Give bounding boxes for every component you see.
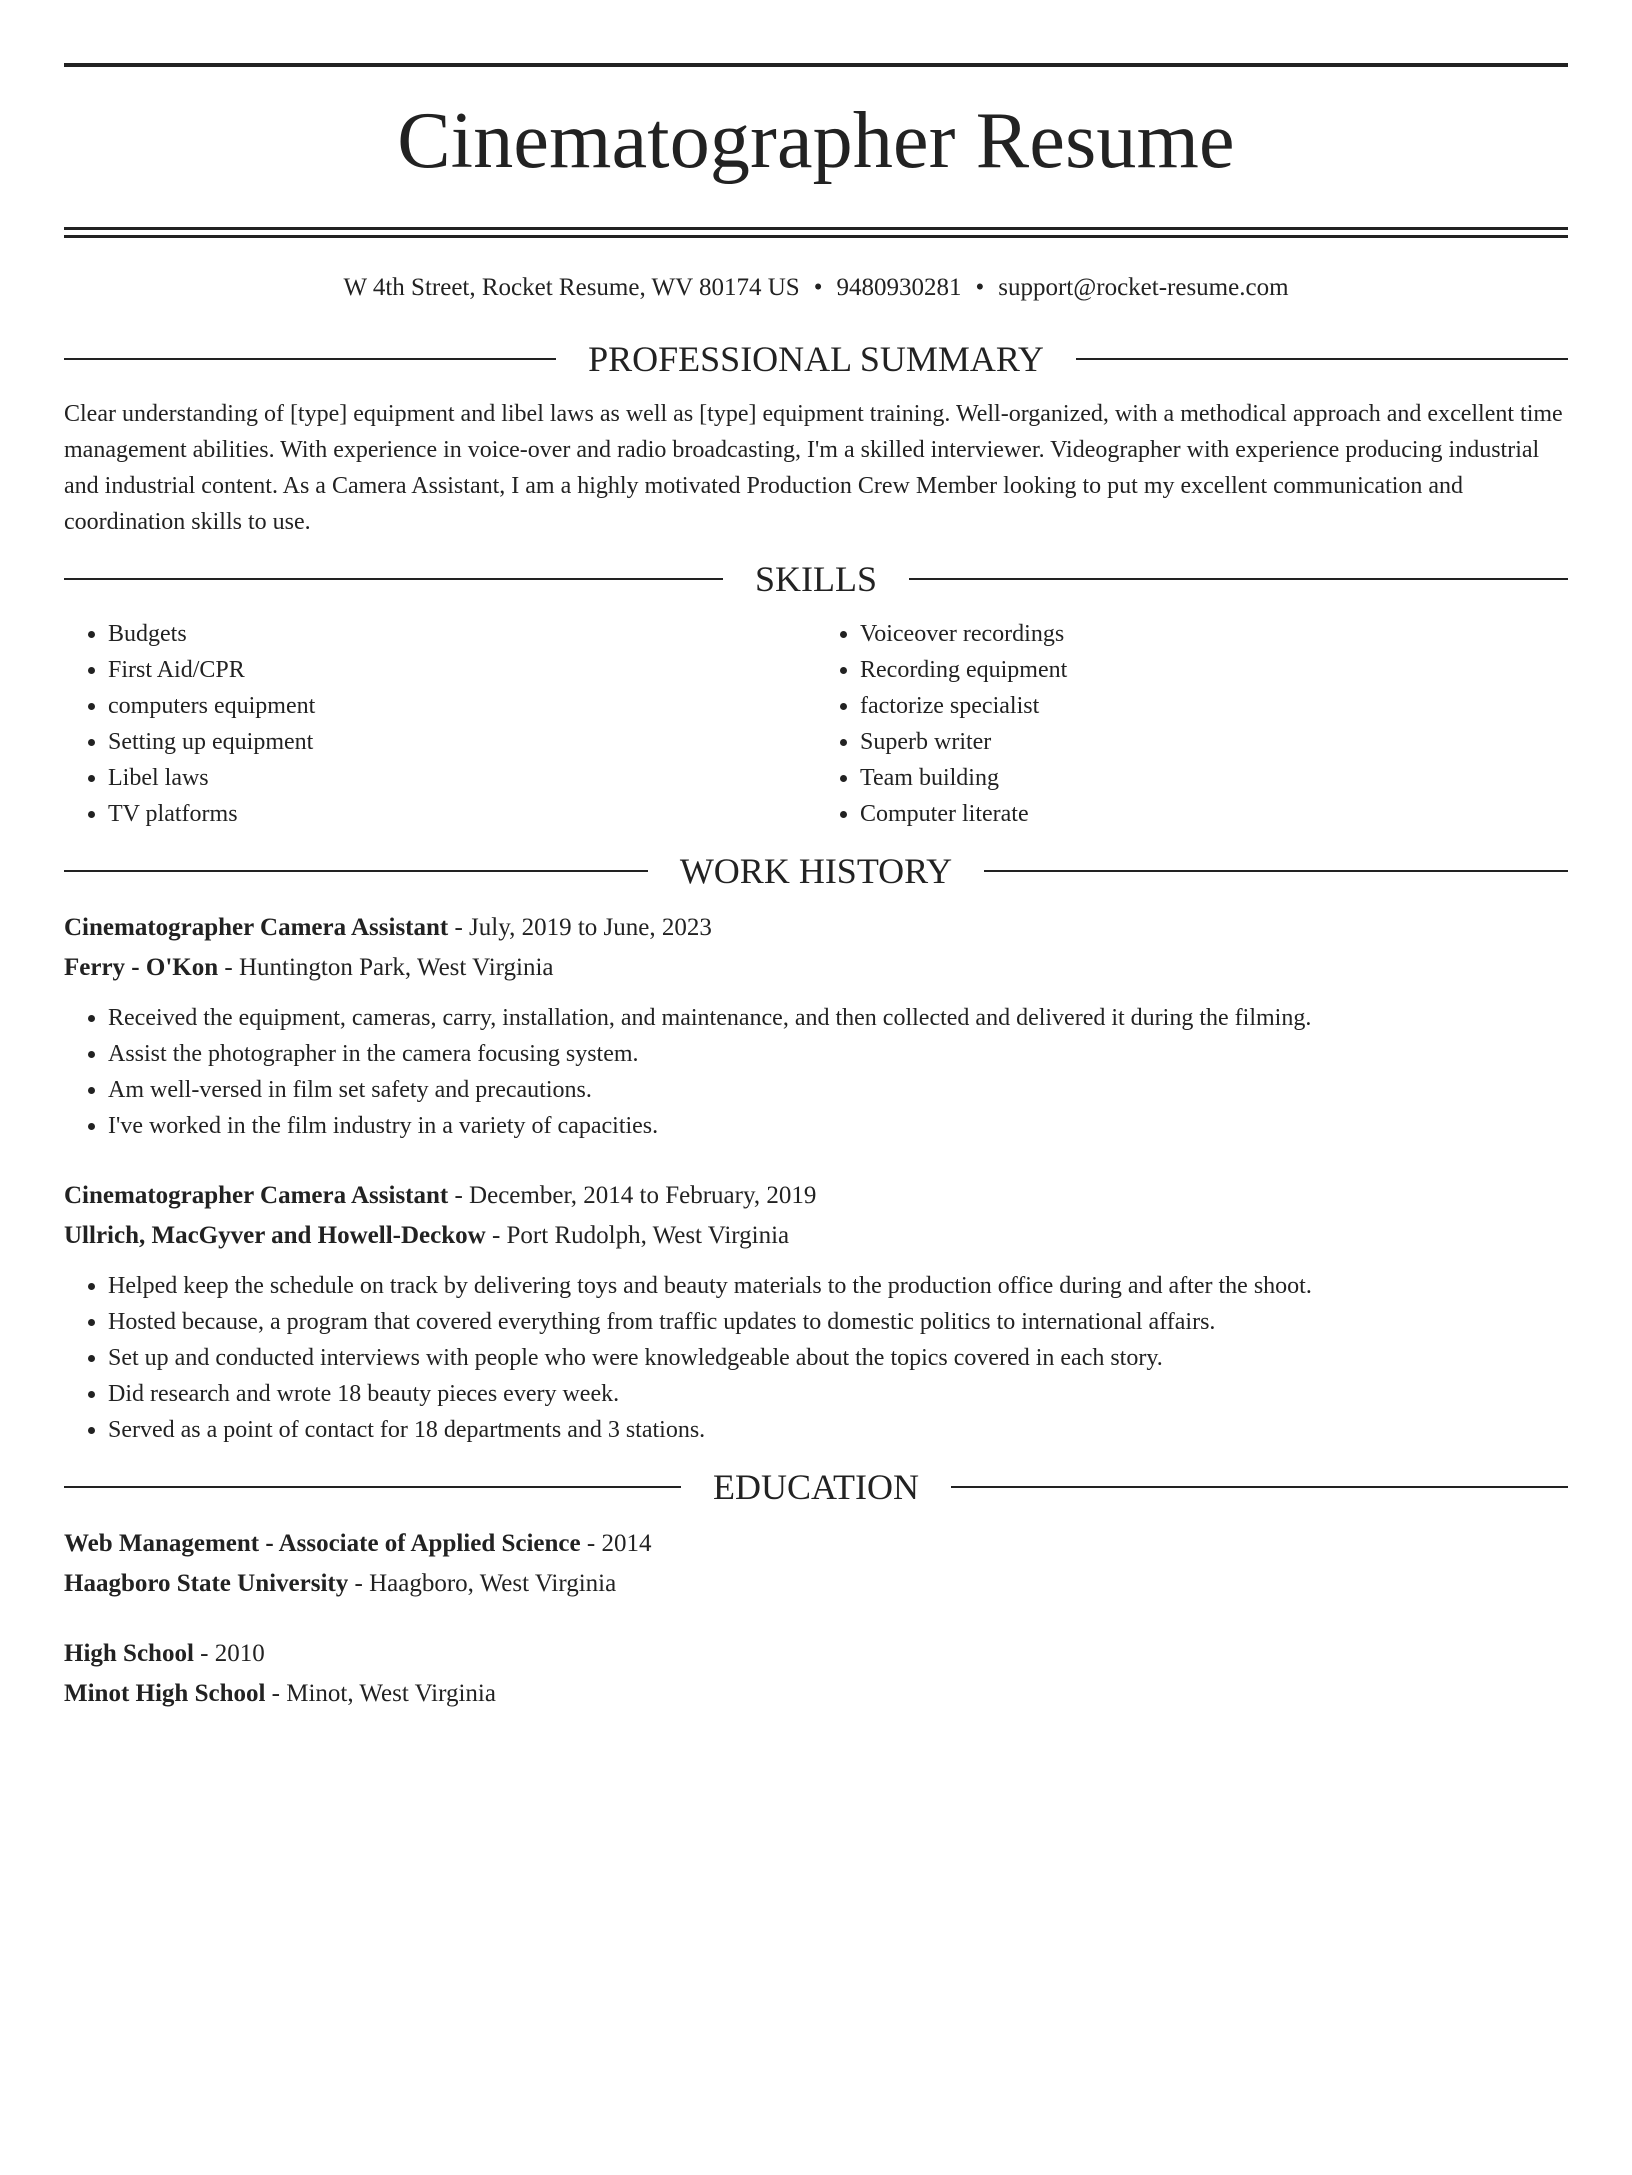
skill-item: • First Aid/CPR [108, 652, 816, 688]
section-header-work [64, 846, 1568, 896]
job-bullet: • Hosted because, a program that covered everything from traffic updates to domestic politics to international affairs. [108, 1304, 1568, 1340]
job-company: Ferry - O'Kon [64, 954, 219, 981]
section-title-summary: PROFESSIONAL SUMMARY [588, 339, 1044, 379]
section-header-summary [64, 334, 1568, 384]
work-entry [64, 908, 1568, 1144]
edu-year: - 2014 [580, 1530, 652, 1557]
page-title: Cinematographer Resume [397, 97, 1235, 185]
skills-list [64, 616, 1568, 832]
skill-item: • Setting up equipment [108, 724, 816, 760]
contact-email: support@rocket-resume.com [998, 274, 1289, 301]
entry-spacer [64, 1144, 1568, 1176]
skills-column-left [64, 616, 816, 832]
job-title-line [64, 1176, 1568, 1216]
edu-school: Haagboro State University [64, 1570, 349, 1597]
skill-item: • Libel laws [108, 760, 816, 796]
job-bullets [64, 1268, 1568, 1448]
job-bullet: • Did research and wrote 18 beauty pieces every week. [108, 1376, 1568, 1412]
edu-location: - Haagboro, West Virginia [348, 1570, 617, 1597]
skill-item: • Budgets [108, 616, 816, 652]
edu-year: - 2010 [193, 1640, 265, 1667]
edu-location: - Minot, West Virginia [265, 1680, 496, 1707]
resume-page [0, 63, 1632, 2175]
edu-degree: Web Management - Associate of Applied Science [64, 1530, 581, 1557]
job-bullet: • Received the equipment, cameras, carry, installation, and maintenance, and then collected and delivered it during the filming. [108, 1000, 1568, 1036]
skill-item: • Team building [860, 760, 1568, 796]
skill-item: • computers equipment [108, 688, 816, 724]
job-company-line [64, 1216, 1568, 1256]
job-dates: - December, 2014 to February, 2019 [448, 1182, 817, 1209]
entry-spacer [64, 1604, 1568, 1634]
section-title-education: EDUCATION [713, 1467, 919, 1507]
edu-degree-line [64, 1524, 1568, 1564]
section-title-skills: SKILLS [755, 559, 878, 599]
work-entry [64, 1176, 1568, 1448]
job-bullet: • Set up and conducted interviews with people who were knowledgeable about the topics covered in each story. [108, 1340, 1568, 1376]
job-bullet: • Helped keep the schedule on track by delivering toys and beauty materials to the production office during and after the shoot. [108, 1268, 1568, 1304]
contact-address: W 4th Street, Rocket Resume, WV 80174 US [343, 274, 800, 301]
section-title-work: WORK HISTORY [679, 851, 953, 891]
job-bullet: • Am well-versed in film set safety and precautions. [108, 1072, 1568, 1108]
section-rule [951, 1486, 1568, 1488]
section-rule [1076, 358, 1568, 360]
contact-phone: 9480930281 [836, 274, 962, 301]
contact-separator: • [975, 274, 985, 301]
contact-line [64, 272, 1568, 304]
education-entry [64, 1634, 1568, 1714]
section-rule [984, 870, 1568, 872]
section-header-education [64, 1462, 1568, 1512]
section-rule [64, 1486, 681, 1488]
job-bullets [64, 1000, 1568, 1144]
edu-school-line [64, 1674, 1568, 1714]
skill-item: • Computer literate [860, 796, 1568, 832]
contact-separator: • [813, 274, 823, 301]
title-double-rule [64, 227, 1568, 238]
job-title-line [64, 908, 1568, 948]
skill-item: • Recording equipment [860, 652, 1568, 688]
job-bullet: • Served as a point of contact for 18 departments and 3 stations. [108, 1412, 1568, 1448]
section-header-skills [64, 554, 1568, 604]
job-location: - Port Rudolph, West Virginia [485, 1222, 790, 1249]
skill-item: • Superb writer [860, 724, 1568, 760]
section-rule [64, 870, 648, 872]
job-location: - Huntington Park, West Virginia [218, 954, 554, 981]
section-rule [64, 578, 723, 580]
skill-item: • Voiceover recordings [860, 616, 1568, 652]
section-rule [909, 578, 1568, 580]
education-entry [64, 1524, 1568, 1604]
job-title: Cinematographer Camera Assistant [64, 914, 449, 941]
top-rule [64, 63, 1568, 67]
job-bullet: • Assist the photographer in the camera focusing system. [108, 1036, 1568, 1072]
edu-degree: High School [64, 1640, 194, 1667]
edu-school: Minot High School [64, 1680, 266, 1707]
summary-text: Clear understanding of [type] equipment and libel laws as well as [type] equipment training. Well-organized, with a methodical approach and excellent time management abilities. With experience in voice-over and radio broadcasting, I'm a skilled interviewer. Videographer with experience producing industrial and industrial content. As a Camera Assistant, I am a highly motivated Production Crew Member looking to put my excellent communication and coordination skills to use. [64, 401, 1563, 535]
job-title: Cinematographer Camera Assistant [64, 1182, 449, 1209]
edu-school-line [64, 1564, 1568, 1604]
edu-degree-line [64, 1634, 1568, 1674]
skill-item: • TV platforms [108, 796, 816, 832]
job-company: Ullrich, MacGyver and Howell-Deckow [64, 1222, 486, 1249]
skill-item: • factorize specialist [860, 688, 1568, 724]
job-company-line [64, 948, 1568, 988]
job-bullet: • I've worked in the film industry in a variety of capacities. [108, 1108, 1568, 1144]
skills-column-right [816, 616, 1568, 832]
section-rule [64, 358, 556, 360]
job-dates: - July, 2019 to June, 2023 [448, 914, 712, 941]
